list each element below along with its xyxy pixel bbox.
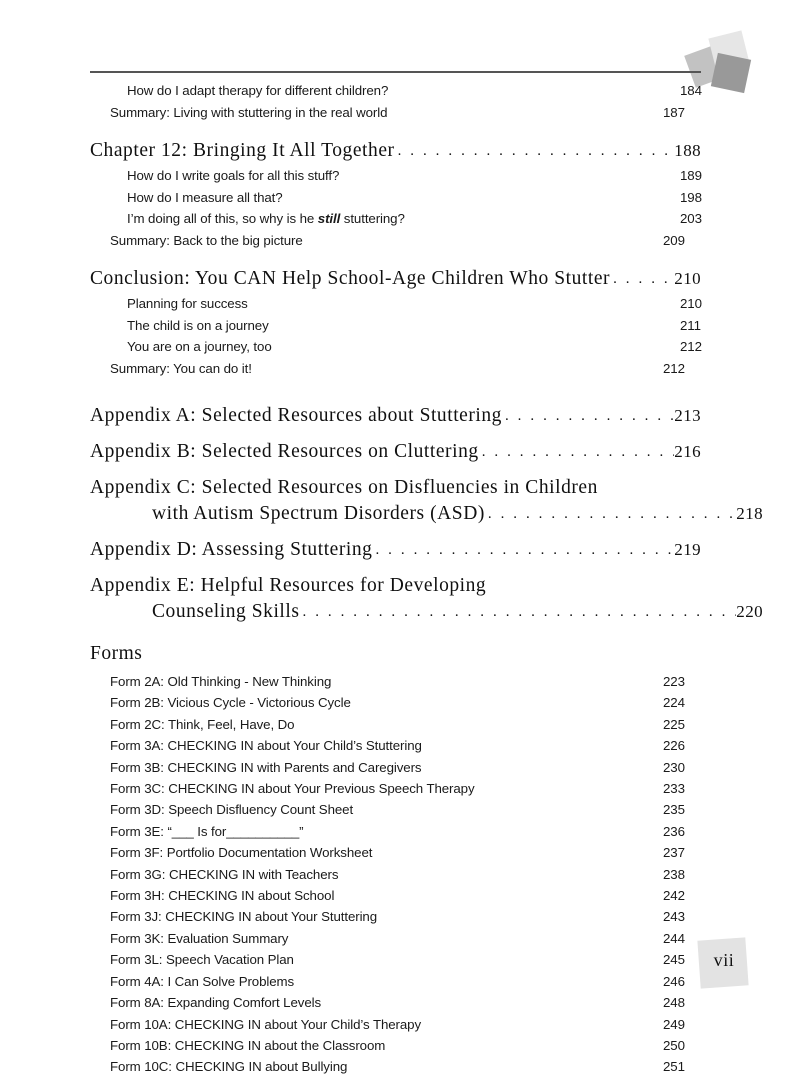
toc-appendix-title-line1-row bbox=[90, 475, 701, 501]
toc-entry bbox=[90, 102, 721, 124]
toc-entry bbox=[90, 230, 721, 252]
toc-entry-label-post: stuttering? bbox=[340, 211, 405, 226]
toc-appendix-heading bbox=[90, 439, 701, 466]
toc-entry-page: 187 bbox=[663, 104, 685, 120]
toc-entry-page: 198 bbox=[680, 189, 702, 205]
list-item bbox=[90, 692, 721, 713]
forms-list bbox=[90, 671, 701, 1078]
toc-entry-label: The child is on a journey bbox=[127, 317, 269, 333]
toc-entry-label: How do I adapt therapy for different children? bbox=[127, 83, 389, 98]
list-item bbox=[90, 992, 721, 1013]
toc-entry-label-emphasis: still bbox=[317, 211, 341, 226]
leader-dots bbox=[479, 439, 675, 465]
list-item bbox=[90, 757, 721, 778]
list-item bbox=[90, 735, 721, 756]
toc-entry bbox=[90, 165, 738, 187]
toc-entry-page: 210 bbox=[680, 296, 702, 311]
toc-appendix-page: 218 bbox=[736, 504, 763, 523]
spacer bbox=[90, 379, 701, 403]
form-page: 223 bbox=[663, 674, 685, 689]
list-item bbox=[90, 1035, 721, 1056]
toc-appendix-page: 216 bbox=[674, 442, 701, 461]
list-item bbox=[90, 799, 721, 820]
toc-entry-label: Summary: You can do it! bbox=[110, 360, 252, 376]
form-page: 224 bbox=[663, 695, 685, 711]
toc-appendix-page: 213 bbox=[674, 406, 701, 425]
list-item bbox=[90, 928, 721, 949]
form-label: Form 8A: Expanding Comfort Levels bbox=[110, 995, 322, 1011]
list-item bbox=[90, 885, 721, 906]
list-item bbox=[90, 949, 721, 970]
toc-appendix-page: 220 bbox=[736, 602, 763, 621]
toc-appendix-title: Appendix B: Selected Resources on Cluttering bbox=[90, 441, 479, 462]
toc-appendix-title-line2: with Autism Spectrum Disorders (ASD) bbox=[152, 503, 485, 524]
form-page: 251 bbox=[663, 1059, 685, 1075]
form-label: Form 2A: Old Thinking - New Thinking bbox=[110, 674, 332, 689]
list-item bbox=[90, 821, 721, 842]
spacer bbox=[90, 123, 701, 138]
toc-appendix-title-line2: Counseling Skills bbox=[152, 601, 300, 622]
spacer bbox=[90, 251, 701, 266]
form-label: Form 10C: CHECKING IN about Bullying bbox=[110, 1059, 348, 1075]
toc-appendix-heading bbox=[90, 403, 701, 430]
form-page: 236 bbox=[663, 823, 685, 839]
toc-chapter-heading bbox=[90, 138, 701, 165]
form-page: 226 bbox=[663, 738, 685, 754]
toc-entry-label-pre: I’m doing all of this, so why is he bbox=[127, 211, 318, 226]
toc-entry-label: Summary: Living with stuttering in the real world bbox=[110, 104, 388, 120]
list-item bbox=[90, 714, 721, 735]
form-page: 242 bbox=[663, 888, 685, 904]
form-label: Form 4A: I Can Solve Problems bbox=[110, 973, 295, 989]
form-page: 233 bbox=[663, 781, 685, 797]
form-label: Form 3F: Portfolio Documentation Worksheet bbox=[110, 845, 373, 861]
form-label: Form 2C: Think, Feel, Have, Do bbox=[110, 716, 295, 732]
form-page: 244 bbox=[663, 930, 685, 946]
toc-appendix-title-line2-row bbox=[90, 501, 763, 528]
spacer bbox=[90, 466, 701, 475]
form-label: Form 10B: CHECKING IN about the Classroom bbox=[110, 1037, 386, 1053]
toc-entry bbox=[90, 187, 738, 209]
spacer bbox=[90, 528, 701, 537]
toc-entry-label: You are on a journey, too bbox=[127, 339, 272, 354]
form-page: 237 bbox=[663, 845, 685, 861]
toc-appendix-heading bbox=[90, 537, 701, 564]
form-label: Form 3K: Evaluation Summary bbox=[110, 930, 289, 946]
list-item bbox=[90, 864, 721, 885]
toc-entry-page: 203 bbox=[680, 211, 702, 226]
list-item bbox=[90, 671, 721, 692]
toc-chapter-title: Chapter 12: Bringing It All Together bbox=[90, 140, 395, 161]
leader-dots bbox=[372, 537, 674, 563]
form-page: 245 bbox=[663, 952, 685, 968]
form-label: Form 10A: CHECKING IN about Your Child’s Therapy bbox=[110, 1016, 422, 1032]
toc-entry-page: 184 bbox=[680, 83, 702, 98]
toc-entry-label bbox=[127, 208, 405, 230]
form-label: Form 3D: Speech Disfluency Count Sheet bbox=[110, 802, 354, 818]
toc-conclusion-heading bbox=[90, 266, 701, 293]
toc-conclusion-page: 210 bbox=[674, 269, 701, 288]
form-label: Form 3H: CHECKING IN about School bbox=[110, 888, 335, 904]
leader-dots bbox=[502, 403, 674, 429]
leader-dots bbox=[610, 266, 674, 292]
form-page: 225 bbox=[663, 716, 685, 732]
toc-appendix-heading bbox=[90, 475, 763, 528]
list-item bbox=[90, 1056, 721, 1077]
leader-dots bbox=[485, 501, 736, 527]
list-item bbox=[90, 971, 721, 992]
toc-entry-label: How do I write goals for all this stuff? bbox=[127, 168, 340, 183]
form-label: Form 3C: CHECKING IN about Your Previous Speech Therapy bbox=[110, 781, 475, 797]
toc-entry-page: 211 bbox=[680, 317, 701, 333]
form-page: 230 bbox=[663, 759, 685, 775]
toc-appendix-title-line1: Appendix C: Selected Resources on Disfluencies in Children bbox=[90, 477, 598, 498]
list-item bbox=[90, 1014, 721, 1035]
leader-dots bbox=[395, 138, 675, 164]
toc-entry-label: Summary: Back to the big picture bbox=[110, 232, 303, 248]
toc-entry bbox=[90, 208, 738, 230]
toc-conclusion-title: Conclusion: You CAN Help School-Age Children Who Stutter bbox=[90, 268, 611, 289]
form-page: 243 bbox=[663, 909, 685, 925]
form-label: Form 2B: Vicious Cycle - Victorious Cycle bbox=[110, 695, 351, 711]
spacer bbox=[90, 626, 701, 641]
form-label: Form 3B: CHECKING IN with Parents and Caregivers bbox=[110, 759, 422, 775]
toc-appendix-title: Appendix D: Assessing Stuttering bbox=[90, 539, 373, 560]
toc-appendix-heading bbox=[90, 573, 763, 626]
form-page: 250 bbox=[663, 1037, 685, 1053]
toc-entry-page: 189 bbox=[680, 168, 702, 183]
list-item bbox=[90, 778, 721, 799]
form-page: 246 bbox=[663, 973, 685, 989]
toc-entry-page: 212 bbox=[680, 339, 702, 354]
toc-entry bbox=[90, 80, 738, 102]
forms-section-heading: Forms bbox=[90, 643, 143, 664]
toc-entry bbox=[90, 336, 738, 358]
toc-entry-label: Planning for success bbox=[127, 296, 248, 311]
toc-entry bbox=[90, 358, 721, 380]
form-label: Form 3G: CHECKING IN with Teachers bbox=[110, 866, 339, 882]
toc-entry-page: 209 bbox=[663, 232, 685, 248]
toc-entry-label: How do I measure all that? bbox=[127, 189, 283, 205]
toc-appendix-title: Appendix A: Selected Resources about Stuttering bbox=[90, 405, 502, 426]
form-label: Form 3A: CHECKING IN about Your Child’s Stuttering bbox=[110, 738, 422, 754]
form-page: 249 bbox=[663, 1016, 685, 1032]
form-page: 248 bbox=[663, 995, 685, 1011]
spacer bbox=[90, 564, 701, 573]
header-rule bbox=[90, 71, 701, 73]
toc-entry-page: 212 bbox=[663, 360, 685, 376]
toc-appendix-title-line1: Appendix E: Helpful Resources for Developing bbox=[90, 575, 487, 596]
page-number: vii bbox=[713, 950, 735, 970]
form-label: Form 3J: CHECKING IN about Your Stuttering bbox=[110, 909, 378, 925]
list-item bbox=[90, 842, 721, 863]
form-page: 238 bbox=[663, 866, 685, 882]
list-item bbox=[90, 906, 721, 927]
toc-chapter-page: 188 bbox=[674, 141, 701, 160]
form-page: 235 bbox=[663, 802, 685, 818]
toc-appendix-title-line2-row bbox=[90, 599, 763, 626]
spacer bbox=[90, 430, 701, 439]
toc-appendix-title-line1-row bbox=[90, 573, 701, 599]
toc-appendix-page: 219 bbox=[674, 540, 701, 559]
leader-dots bbox=[300, 599, 737, 625]
toc-entry bbox=[90, 293, 738, 315]
toc-entry bbox=[90, 315, 738, 337]
form-label: Form 3L: Speech Vacation Plan bbox=[110, 952, 294, 968]
form-label: Form 3E: “___ Is for__________” bbox=[110, 823, 304, 839]
